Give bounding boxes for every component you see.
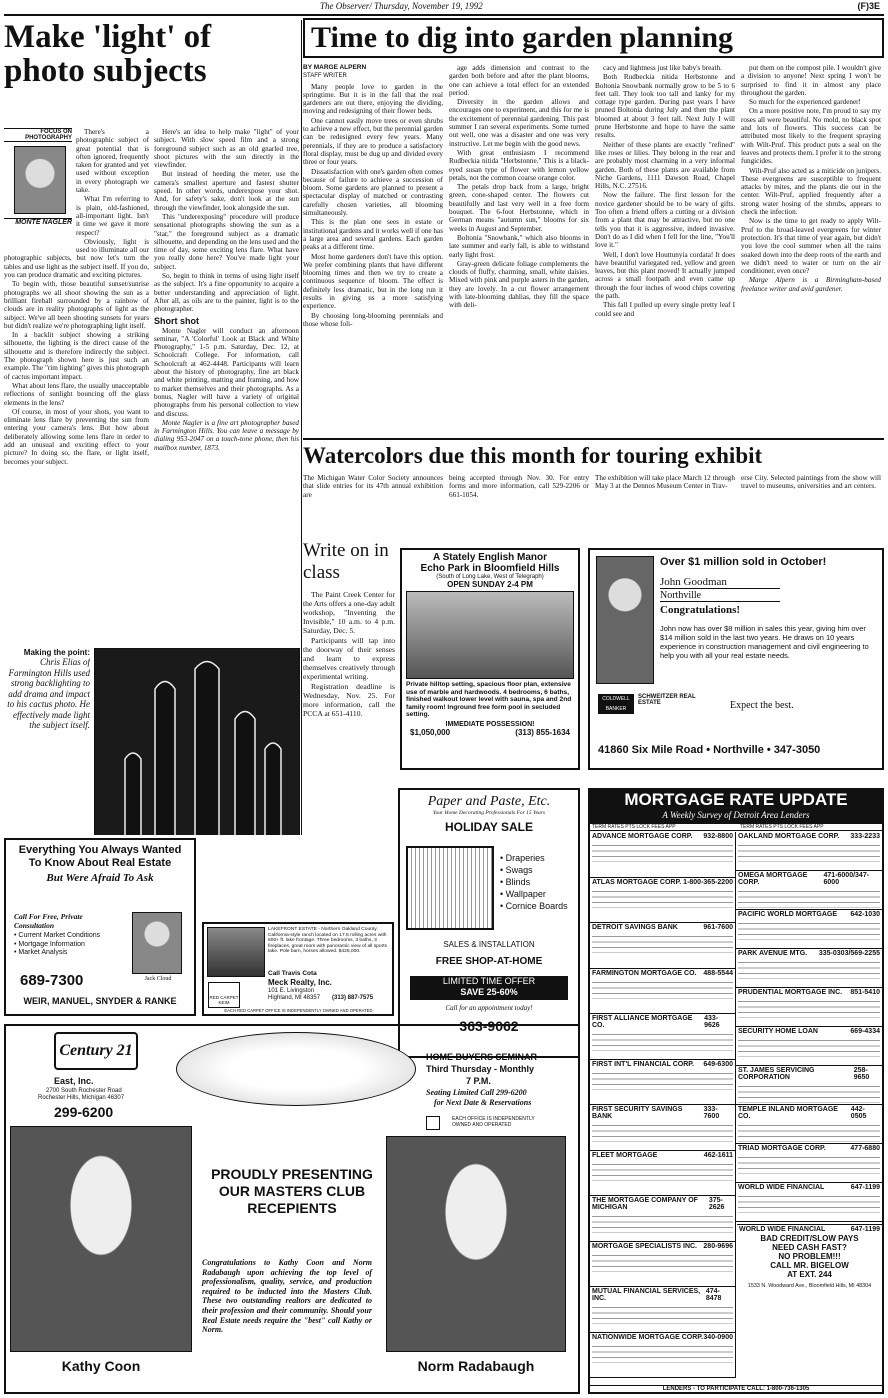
list-item: • Swags	[500, 865, 533, 875]
para: cacy and lightness just like baby's breath.	[603, 64, 722, 72]
lender-block[interactable]	[736, 910, 882, 949]
meck-phone: (313) 887-7575	[332, 995, 374, 1001]
lender-phone: 1-800-365-2200	[683, 878, 733, 886]
lender-rate-lines	[738, 1037, 880, 1057]
lender-block[interactable]	[736, 832, 882, 871]
lender-rate-lines	[592, 888, 733, 908]
lender-rate-lines	[738, 842, 880, 862]
lender-header	[738, 1145, 880, 1152]
manor-photo	[406, 591, 574, 679]
lender-rate-lines	[592, 933, 733, 953]
lender-name: ST. JAMES SERVICING CORPORATION	[738, 1067, 815, 1081]
lender-name: FIRST INT'L FINANCIAL CORP.	[592, 1060, 695, 1068]
lender-header	[738, 872, 880, 886]
caption: Chris Elias of Farmington Hills used strong backlighting to add drama and impact to his cactus photo. He effectively made light the subject itself.	[7, 657, 90, 730]
lender-rate-lines	[592, 842, 733, 862]
wc-col2: being accepted through Nov. 30. For entry forms and more information, call 529-2206 or 661-1054.	[449, 474, 589, 499]
c21-seminar: HOME BUYERS SEMINAR	[426, 1052, 538, 1062]
subhead: Short shot	[154, 315, 199, 326]
meck-addr2: Highland, MI 48357	[268, 995, 321, 1001]
lender-block[interactable]	[590, 878, 735, 924]
lender-block[interactable]	[736, 1144, 882, 1183]
garden-role: STAFF WRITER	[303, 73, 347, 80]
meck-call: Call Travis Cota	[268, 970, 317, 977]
watercolors-headline: Watercolors due this month for touring exhibit	[303, 443, 763, 468]
garden-col4	[741, 64, 881, 438]
manor-title: A Stately English Manor	[432, 552, 548, 563]
lender-name: SECURITY HOME LOAN	[738, 1028, 818, 1035]
masthead-rule	[4, 14, 884, 16]
para: What about lens flare, the usually unacceptable reflections of sunlight bouncing off the glass elements in the lens?	[4, 381, 149, 407]
para: The petals drop back from a large, bright green, cone-shaped center. The flowers cut beautifully and last very well in a free form bouquet. The 6-foot Herbstonne, which in German means "autumn sun," blooms for six weeks in August and September.	[449, 183, 589, 233]
item-label: Draperies	[505, 853, 545, 863]
lender-phone: 375-2626	[708, 1197, 725, 1211]
masthead-page: (F)3E	[857, 1, 880, 11]
para: Monte Nagler will conduct an afternoon seminar, "A 'Colorful' Look at Black and White Photography," 1-5 p.m. Saturday, Dec. 12, at Schoolcraft College. For information, call Schoolcraft at 462-4448. Participants will learn about the history of photography, fine art black and white printing, matting and framing, and how to market themselves and their photographs. As a bonus, Nagler will have a variety of original photographs from his personal collection to view and discuss.	[154, 326, 299, 418]
lender-block[interactable]	[736, 1027, 882, 1066]
item-label: Blinds	[505, 877, 531, 887]
section-rule	[303, 438, 884, 440]
lender-name: FARMINGTON MORTGAGE CO.	[592, 969, 697, 977]
c21-proudly: PROUDLY PRESENTING OUR MASTERS CLUB RECEPIENTS	[211, 1166, 373, 1216]
para: Of course, in most of your shots, you want to eliminate lens flare by preventing the sun from entering your camera's lens. But how about deliberately allowing some lens flare in order to add an unusual and exciting effect to your picture? In doing so, the flare, or light itself, becomes your subject.	[4, 407, 149, 466]
masthead	[0, 0, 888, 14]
lender-header	[592, 924, 733, 931]
lender-name: PRUDENTIAL MORTGAGE INC.	[738, 989, 843, 996]
para: This fall I pulled up every single pretty leaf I could see and	[595, 301, 735, 318]
lender-block[interactable]	[590, 1242, 735, 1288]
c21-seating2: for Next Date & Reservations	[434, 1098, 532, 1107]
columnist-byline: MONTE NAGLER	[4, 218, 72, 226]
paper-save: SAVE 25-60%	[460, 987, 518, 997]
lender-phone: 961-7600	[703, 924, 733, 931]
cactus-icon	[95, 649, 300, 835]
ww2-phone: 647-1199	[850, 1226, 880, 1233]
bullet-label: Market Analysis	[18, 949, 68, 956]
paper-offer-box	[410, 976, 568, 1000]
lender-name: OMEGA MORTGAGE CORP.	[738, 872, 808, 886]
lender-block[interactable]	[736, 1183, 882, 1222]
lender-rate-lines	[592, 1070, 733, 1090]
weir-bullets	[14, 932, 114, 958]
c21-addr2: Rochester Hills, Michigan 46307	[38, 1095, 125, 1101]
para: With great enthusiasm I recommend Rudbeckia nitida "Herbstonne." This is a black-eyed susan type of flower with lemon yellow petals, not the common coarse orange color.	[449, 148, 589, 182]
lender-name: FIRST ALLIANCE MORTGAGE CO.	[592, 1015, 693, 1029]
lender-block[interactable]	[590, 1151, 735, 1197]
c21-sched2: 7 P.M.	[466, 1076, 491, 1086]
list-item: • Blinds	[500, 877, 531, 887]
lender-block[interactable]	[590, 923, 735, 969]
ww2-line: NEED CASH FAST?	[772, 1243, 847, 1252]
ww2-line: CALL MR. BIGELOW	[770, 1261, 849, 1270]
ww2-line: NO PROBLEM!!!	[778, 1252, 841, 1261]
lender-header	[592, 1197, 733, 1211]
lender-name: TRIAD MORTGAGE CORP.	[738, 1145, 826, 1152]
garden-byline: BY MARGE ALPERN	[303, 64, 367, 71]
lender-name: FLEET MORTGAGE	[592, 1151, 658, 1159]
goodman-logo	[598, 694, 634, 714]
lender-name: WORLD WIDE FINANCIAL	[738, 1184, 825, 1191]
item-label: Cornice Boards	[505, 901, 568, 911]
para: Neither of these plants are exactly "refined" like roses or lilies. They belong in the rear and are probably most charming in a very informal garden. Both of these plants are available from Niche Gardens, 1111 Dawson Road, Chapel Hills, N.C. 27516.	[595, 140, 735, 191]
lender-name: THE MORTGAGE COMPANY OF MICHIGAN	[592, 1197, 698, 1211]
goodman-address: 41860 Six Mile Road • Northville • 347-3050	[598, 744, 821, 756]
lender-header	[592, 879, 733, 886]
mortgage-header	[590, 790, 882, 824]
ww2-name-row	[737, 1225, 882, 1234]
wc-col4: erse City. Selected paintings from the show will travel to museums, universities and art centers.	[741, 474, 881, 491]
lender-name: DETROIT SAVINGS BANK	[592, 924, 678, 931]
para: Here's an idea to help make "light" of your subject. With slow speed film and a strong foreground subject such as an old gnarled tree, shoot pictures with the sun directly in the viewfinder.	[154, 128, 299, 170]
masthead-paper: The Observer/ Thursday, November 19, 1992	[320, 1, 483, 11]
write-text	[303, 590, 395, 718]
meck-addr1: 101 E. Livingston	[268, 988, 315, 994]
bio: Monte Nagler is a fine art photographer based in Farmington Hills. You can leave a message by dialing 953-2047 on a touch-tone phone, then his mailbox number, 1873.	[154, 418, 299, 452]
lender-header	[592, 1015, 733, 1029]
item-label: Swags	[505, 865, 533, 875]
ww2-addr: 1533 N. Woodward Ave., Bloomfield Hills, MI 48304	[747, 1283, 872, 1289]
lender-block[interactable]	[590, 1014, 735, 1060]
para: Most home gardeners don't have this option. We prefer combining plants that have different blooming times and then we try to create a continuous sequence of bloom. The effect is definitely less dramatic, but in the long run it results in giving us a more satisfying experience.	[303, 252, 443, 311]
para: put them on the compost pile. I wouldn't give a division to anyone! Next spring I won't be surprised to find it in almost any place throughout the garden.	[741, 64, 881, 97]
para: Gray-green delicate foliage complements the clouds of fluffy, charming, small, white daisies. Mixed with pink and purple asters in the garden, they are lovely. In a cut flower arrangement with late-blooming dahlias, they fill the space with deli-	[449, 259, 589, 310]
logo-text: COLDWELL BANKER	[602, 696, 630, 712]
lender-header	[738, 1028, 880, 1035]
column-divider	[301, 20, 302, 835]
column-label: FOCUS ON PHOTOGRAPHY	[4, 128, 72, 142]
lender-header	[592, 1243, 733, 1250]
lender-name: ATLAS MORTGAGE CORP.	[592, 878, 682, 886]
wc-col1: The Michigan Water Color Society announces that slide entries for its 47th annual exhibition are	[303, 474, 443, 499]
lender-block[interactable]	[590, 969, 735, 1015]
c21-ad[interactable]	[4, 1024, 580, 1394]
para: Many people love to garden in the springtime. But it is in the fall that the real gardeners are out there, enjoying the dividing, moving and redesigning of their flower beds.	[303, 82, 443, 116]
mortgage-table	[588, 788, 884, 1394]
lender-rate-lines	[592, 1122, 733, 1142]
para: Participants will tap into the doorway of their senses and learn to express themselves creatively through experimental writing.	[303, 636, 395, 681]
cactus-photo	[94, 648, 300, 835]
para: One cannot easily move trees or even shrubs to achieve a new effect, but the perennial garden can be redesigned every few years. Many perennials, if they are to produce a satisfactory floral display, must be dug up and divided every three or four years.	[303, 116, 443, 167]
lender-name: OAKLAND MORTGAGE CORP.	[738, 833, 840, 840]
manor-possession: IMMEDIATE POSSESSION!	[445, 720, 535, 728]
colhead-right: TERM RATES PTS LOCK FEES APP	[740, 824, 824, 830]
lender-phone: 335-0303/569-2255	[818, 950, 880, 957]
c21-seating: Seating Limited Call 299-6200	[426, 1088, 527, 1097]
para: On a more positive note, I'm proud to say my roses all were beautiful. No mold, no black spot and lots of flowers. This success can be attributed most likely to the frequent spraying with Wilt-Pruf. This product puts a seal on the leaves and protects them. I prefer it to the strong fungicides.	[741, 107, 881, 166]
paper-call: Call for an appointment today!	[445, 1004, 533, 1012]
paper-paste-ad[interactable]	[398, 788, 580, 1058]
lender-header	[592, 1152, 733, 1159]
lender-phone: 258-9650	[853, 1067, 870, 1081]
weir-ad[interactable]	[4, 838, 196, 1016]
ww2-box[interactable]	[737, 1224, 882, 1378]
paper-shop: FREE SHOP-AT-HOME	[435, 956, 543, 967]
weir-agent: Jack Cloud	[144, 976, 172, 982]
c21-congrats: Congratulations to Kathy Coon and Norm Radabaugh upon achieving the top level of professionalism, quality, service, and production required to be inducted into the Masters Club. These two outstanding realtors are dedicated to their profession and their community. Should your Real Estate needs require the "best" call Kathy or Norm.	[202, 1258, 372, 1335]
weir-phone: 689-7300	[20, 972, 84, 989]
weir-afraid: But Were Afraid To Ask	[46, 872, 154, 884]
bio: Marge Alpern is a Birmingham-based freelance writer and avid gardener.	[741, 276, 881, 293]
lender-header	[738, 1067, 880, 1081]
lender-block[interactable]	[590, 1333, 735, 1379]
red-carpet-logo: RED CARPET KEIM	[208, 982, 240, 1008]
lender-block[interactable]	[736, 988, 882, 1027]
c21-sched1: Third Thursday - Monthly	[426, 1064, 534, 1074]
manor-ad[interactable]	[400, 548, 580, 770]
ww2-line: AT EXT. 244	[787, 1270, 832, 1279]
lender-rate-lines	[592, 1304, 733, 1324]
lender-block[interactable]	[590, 1196, 735, 1242]
lender-header	[738, 1106, 880, 1120]
c21-phone: 299-6200	[54, 1104, 114, 1120]
c21-building	[176, 1032, 416, 1106]
lender-phone: 462-1611	[703, 1151, 733, 1159]
lender-phone: 488-5544	[703, 969, 733, 977]
list-item: • Mortgage Information	[14, 940, 85, 948]
para: Diversity in the garden allows and encourages one to experiment, and this for me is the excitement of perennial gardening. This past summer I ran several experiments. Some turned out well, one was a disaster and one was very instructive. Let me begin with the good news.	[449, 98, 589, 148]
paper-title: Paper and Paste, Etc.	[427, 794, 551, 809]
lender-block[interactable]	[736, 1066, 882, 1105]
lender-phone: 333-7600	[703, 1106, 720, 1120]
bullet-label: Current Market Conditions	[18, 932, 101, 939]
lender-name: FIRST SECURITY SAVINGS BANK	[592, 1106, 683, 1120]
lender-phone: 442-0505	[850, 1106, 867, 1120]
lender-rate-lines	[592, 1031, 733, 1051]
para: This is the plan one sees in estate or institutional gardens and it works well if one has a large area and several gardens. Each garden peaks at a different time.	[303, 218, 443, 252]
caption-box	[4, 648, 90, 835]
lender-name: ADVANCE MORTGAGE CORP.	[592, 833, 693, 840]
norm-name: Norm Radabaugh	[417, 1358, 535, 1374]
kathy-name: Kathy Coon	[61, 1358, 141, 1374]
lender-phone: 649-6300	[703, 1060, 733, 1068]
para: Registration deadline is Wednesday, Nov. 25. For more information, call the PCCA at 651-4110.	[303, 682, 395, 718]
meck-firm: Meck Realty, Inc.	[268, 978, 332, 987]
manor-price-row	[402, 728, 578, 737]
paper-sale: HOLIDAY SALE	[444, 820, 534, 834]
goodman-town: Northville	[660, 590, 780, 602]
garden-col1	[303, 64, 443, 438]
weir-title: Everything You Always Wanted To Know About Real Estate	[18, 844, 182, 869]
wc-col3: The exhibition will take place March 12 through May 3 at the Dennos Museum Center in Trav-	[595, 474, 735, 491]
para: There's a photographic subject of great potential that is often ignored, frequently taken for granted and yet used without exception in every photograph we take.	[76, 128, 149, 195]
lender-phone: 340-0900	[703, 1333, 733, 1341]
lender-rate-lines	[738, 998, 880, 1018]
lender-rate-lines	[738, 1193, 880, 1213]
lender-header	[592, 1106, 733, 1120]
norm-photo	[386, 1136, 566, 1352]
watercolors-story	[303, 442, 884, 526]
mortgage-colhead	[590, 824, 882, 831]
goodman-congrats: Congratulations!	[660, 604, 741, 616]
lender-rate-lines	[592, 1343, 733, 1363]
lender-block[interactable]	[590, 1105, 735, 1151]
para: So much for the experienced gardener!	[749, 98, 861, 107]
paper-phone: 363-9062	[459, 1018, 519, 1034]
para: But instead of heeding the meter, use the camera's smallest aperture and fastest shutter speed. In other words, underexpose your shot. And, for safety's sake, don't look at the sun through the viewfinder, look alongside the sun.	[154, 170, 299, 212]
list-item: • Current Market Conditions	[14, 932, 101, 939]
para: Dissatisfaction with one's garden often comes because of failure to achieve a succession of bloom. Some gardens are planned to present a spectacular display of matched or contrasting carefully chosen varieties, all blooming simultaneously.	[303, 167, 443, 218]
para: Wilt-Pruf also acted as a miticide on junipers. These evergreens are susceptible to frequent attacks by mites, and the plants die out in the center. Wilt-Pruf, applied frequently after a strong water hosing of the shrubs, appears to check the infection.	[741, 166, 881, 217]
goodman-logo2: SCHWEITZER REAL ESTATE	[638, 694, 696, 706]
c21-logo	[54, 1032, 138, 1070]
weir-call: Call For Free, Private Consultation	[14, 912, 83, 930]
lender-phone: 642-1030	[850, 911, 880, 918]
photo-column	[4, 20, 300, 835]
manor-phone: (313) 855-1634	[515, 727, 570, 737]
lender-name: MUTUAL FINANCIAL SERVICES, INC.	[592, 1288, 701, 1302]
c21-indep: EACH OFFICE IS INDEPENDENTLY OWNED AND OPERATED	[452, 1116, 535, 1128]
lender-block[interactable]	[736, 949, 882, 988]
goodman-body: John now has over $8 million in sales this year, giving him over $14 million sold in the last two years. He draws on 10 years experience in construction management and civil engineering to help you with all your real estate needs.	[660, 624, 869, 660]
paper-tagline: Your Home Decorating Professionals For 15 Years	[432, 810, 546, 816]
lenders-left	[590, 832, 736, 1378]
para: So, begin to think in terms of using light itself as the subject. It's a fine opportunity to acquire a better understanding and appreciation of light. After all, as oils are to the painter, light is to the photographer.	[154, 272, 299, 314]
lender-header	[738, 989, 880, 996]
lender-header	[738, 950, 880, 957]
lender-name: TEMPLE INLAND MORTGAGE CO.	[738, 1106, 838, 1120]
garden-col2	[449, 64, 589, 438]
columnist-photo	[14, 146, 66, 214]
list-item: • Cornice Boards	[500, 901, 568, 911]
list-item: • Draperies	[500, 853, 545, 863]
goodman-name: John Goodman	[660, 576, 780, 589]
kathy-photo	[10, 1126, 192, 1352]
agent-photo	[132, 912, 182, 974]
lender-rate-lines	[592, 979, 733, 999]
paper-install: SALES & INSTALLATION	[443, 940, 535, 949]
bullet-label: Mortgage Information	[18, 940, 85, 948]
para: What I'm referring to is plain, old-fashioned, all-important light. Isn't it time we gave it more respect?	[76, 195, 149, 237]
manor-body: Private hilltop setting, spacious floor plan, extensive use of marble and hardwoods. 4 bedrooms, 6 baths, finished walkout lower level with sauna, spa and 2nd family room! Inground free form pool in secluded setting.	[406, 681, 572, 719]
lender-rate-lines	[738, 1154, 880, 1174]
lender-phone: 433-9626	[704, 1015, 720, 1029]
window-icon	[406, 846, 494, 930]
columnist-box	[4, 128, 72, 248]
write-headline: Write on in class	[303, 540, 389, 583]
para: In a backlit subject showing a striking silhouette, the lighting is the direct cause of the silhouette and is therefore indirectly the subject. The photograph shown here is just such an example. The "rim lighting" gives this photograph of cactus important impact.	[4, 331, 149, 381]
para: Obviously, light is used to illuminate all our photographic subjects, but now let's turn the tables and use light as the subject itself. If you do, you can produce dramatic and exciting pictures.	[4, 237, 149, 280]
lender-phone: 477-6880	[850, 1145, 880, 1152]
ww2-name: WORLD WIDE FINANCIAL	[739, 1226, 826, 1233]
lender-rate-lines	[592, 1213, 733, 1233]
lender-rate-lines	[738, 1083, 880, 1103]
mortgage-title: MORTGAGE RATE UPDATE	[624, 790, 848, 809]
goodman-ad[interactable]	[588, 548, 884, 770]
lender-rate-lines	[738, 888, 880, 908]
lender-rate-lines	[592, 1161, 733, 1181]
c21-addr1: 2700 South Rochester Road	[46, 1088, 122, 1094]
photo-headline: Make 'light' of photo subjects	[4, 20, 212, 89]
list-item: • Market Analysis	[14, 949, 68, 956]
meck-body: LAKEFRONT ESTATE - Northern Oakland County. California-style ranch located on 17.5 rolling acres with 600+ ft. lake frontage. Three bedrooms, 3 baths, 3 fireplaces, great room with panoramic view of all sports lake. Pole barn, horses allowed. $425,000.	[268, 927, 388, 955]
lender-phone: 471-6000/347-6000	[823, 872, 870, 886]
lender-name: NATIONWIDE MORTGAGE CORP.	[592, 1333, 703, 1341]
manor-sub: (South of Long Lake, West of Telegraph)	[436, 574, 544, 580]
lender-rate-lines	[738, 920, 880, 940]
list-item: • Wallpaper	[500, 889, 546, 899]
para: Now the failure. The first lesson for the novice gardener should be to be wary of gifts. Too often a friend offers a cutting or a division from a plant that may be attractive, but no one tells you that it is aggressive, indeed invasive. Don't do as I did when I fell for the line, "You'll love it."	[595, 191, 735, 250]
lender-name: PACIFIC WORLD MORTGAGE	[738, 911, 838, 918]
colhead-left: TERM RATES PTS LOCK FEES APP	[592, 824, 676, 830]
lender-name: PARK AVENUE MTG.	[738, 950, 808, 957]
para: age adds dimension and contrast to the garden both before and after the plant blooms, one can achieve a total effect for an extended period.	[449, 64, 589, 97]
garden-col3	[595, 64, 735, 438]
item-label: Wallpaper	[505, 889, 546, 899]
para: The Paint Creek Center for the Arts offers a one-day adult workshop, "Inventing the Invisible," 10 a.m. to 4 p.m. Saturday, Dec. 5.	[303, 590, 395, 635]
para: This "underexposing" procedure will produce sensational photographs showing the sun as a "star," the foreground subject as a dramatic silhouette, and depending on the lens used and the time of day, some exciting lens flare. What have you really done here? You've made light your subject.	[154, 212, 299, 271]
para: Both Rudbeckia nitida Herbstonne and Boltonia Snowbank normally grow to be 5 to 6 feet tall. They look too tall and lanky for my cottage type garden. During past years I have pruned Boltonia during July and then the plant bloomed at about 3 feet tall. Next July I will prune Herbstonne and hope to have the same results.	[595, 73, 735, 140]
c21-brand: Century 21	[59, 1042, 133, 1059]
lender-phone: 333-2233	[850, 833, 880, 840]
para: By choosing long-blooming perennials and those whose foli-	[303, 311, 443, 328]
c21-office: East, Inc.	[54, 1076, 94, 1086]
mortgage-subtitle: A Weekly Survey of Detroit Area Lenders	[662, 810, 810, 820]
goodman-headline: Over $1 million sold in October!	[660, 556, 827, 568]
meck-ad[interactable]	[202, 922, 394, 1016]
weir-firm: WEIR, MANUEL, SNYDER & RANKE	[23, 996, 177, 1006]
para: To begin with, those beautiful sunset/sunrise photographs we all shoot showing the sun as a brilliant fireball surrounded by a rainbow of clouds are in reality photographs of light as the subject. We've all been shooting sunsets for years but didn't realize we're photographing light itself.	[4, 280, 149, 330]
paper-items	[500, 852, 568, 912]
lender-header	[592, 1334, 733, 1341]
lender-header	[738, 1184, 880, 1191]
lender-phone: 932-8800	[703, 833, 733, 840]
lender-phone: 474-8478	[705, 1288, 722, 1302]
lender-phone: 669-4334	[850, 1028, 880, 1035]
lender-rate-lines	[738, 959, 880, 979]
lender-block[interactable]	[590, 1060, 735, 1106]
write-story	[303, 540, 395, 780]
meck-photo	[207, 927, 265, 977]
meck-note: EACH RED CARPET OFFICE IS INDEPENDENTLY OWNED AND OPERATED.	[224, 1008, 374, 1013]
lender-header	[592, 1288, 733, 1302]
lender-phone: 647-1199	[850, 1184, 880, 1191]
lender-name: MORTGAGE SPECIALISTS INC.	[592, 1242, 698, 1250]
manor-price: $1,050,000	[410, 727, 451, 737]
para: Now is the time to get ready to apply Wilt-Pruf to the broad-leaved evergreens for winter protection. It's that time of year again, but didn't you love the cool summer when all the rains soaked down into the deep roots of the earth and we didn't need to water or turn on the air conditioner, even once?	[741, 217, 881, 276]
lender-header	[738, 911, 880, 918]
ww2-line: BAD CREDIT/SLOW PAYS	[760, 1234, 859, 1243]
realtor-icon	[426, 1116, 440, 1130]
photo-col1	[4, 128, 149, 608]
manor-title2: Echo Park in Bloomfield Hills	[420, 563, 560, 574]
lender-block[interactable]	[736, 871, 882, 910]
para: Well, I don't love Houttunyia cordata! It does have beautiful variegated red, yellow and green leaves, but this plant moved! It actually jumped across a small footpath and even came up through the four inches of wood chips covering the path.	[595, 250, 735, 301]
lender-block[interactable]	[590, 832, 735, 878]
lender-rate-lines	[592, 1252, 733, 1272]
lender-header	[592, 833, 733, 840]
lender-phone: 280-9696	[703, 1242, 733, 1250]
mortgage-footer: LENDERS - TO PARTICIPATE CALL: 1-800-736-1305	[590, 1385, 882, 1392]
goodman-expect: Expect the best.	[730, 700, 794, 711]
lender-header	[592, 1061, 733, 1068]
manor-open: OPEN SUNDAY 2-4 PM	[447, 580, 533, 589]
para: Boltonia "Snowbank," which also blooms in late summer and early fall, is able to withstand early light frost.	[449, 233, 589, 259]
lender-header	[738, 833, 880, 840]
caption-title: Making the point:	[23, 648, 90, 657]
photo-col2	[154, 128, 299, 648]
lender-phone: 851-5410	[850, 989, 880, 996]
goodman-photo	[596, 556, 654, 684]
lender-rate-lines	[738, 1122, 880, 1142]
paper-offer: LIMITED TIME OFFER	[442, 976, 536, 986]
garden-headline: Time to dig into garden planning	[303, 18, 884, 58]
lender-header	[592, 970, 733, 977]
garden-story	[303, 18, 884, 438]
lender-block[interactable]	[736, 1105, 882, 1144]
lender-block[interactable]	[590, 1287, 735, 1333]
